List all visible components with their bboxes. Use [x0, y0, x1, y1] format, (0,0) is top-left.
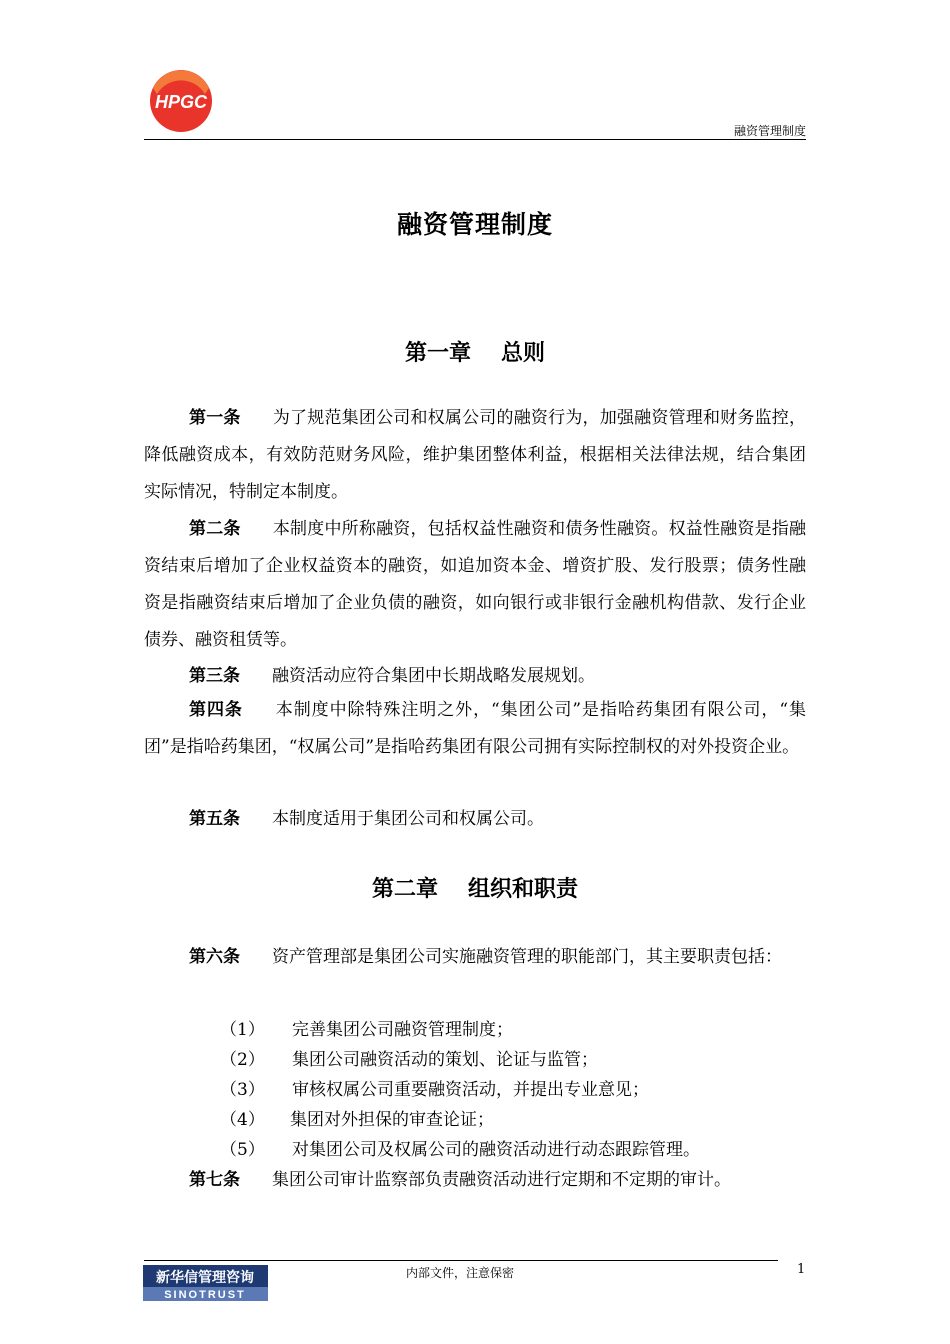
article-label: 第七条 [189, 1170, 240, 1190]
list-text: 对集团公司及权属公司的融资活动进行动态跟踪管理。 [292, 1140, 700, 1160]
article [144, 400, 806, 511]
logo-en-text: SINOTRUST [164, 1289, 246, 1301]
document-title: 融资管理制度 [396, 210, 553, 239]
article-label: 第六条 [189, 947, 240, 967]
list-text: 审核权属公司重要融资活动，并提出专业意见； [292, 1080, 649, 1100]
header-rule [144, 139, 806, 140]
article [144, 801, 806, 838]
list-text: 完善集团公司融资管理制度； [292, 1020, 513, 1040]
article-text: 本制度适用于集团公司和权属公司。 [272, 809, 544, 829]
article-label: 第二条 [189, 519, 241, 539]
article-text: 本制度中所称融资，包括权益性融资和债务性融资。权益性融资是指融资结束后增加了企业权益资本的融资，如追加资本金、增资扩股、发行股票；债务性融资是指融资结束后增加了企业负债的融资，如向银行或非银行金融机构借款、发行企业债券、融资租赁等。 [144, 519, 807, 650]
article-text: 为了规范集团公司和权属公司的融资行为，加强融资管理和财务监控，降低融资成本，有效防范财务风险，维护集团整体利益，根据相关法律法规，结合集团实际情况，特制定本制度。 [144, 408, 807, 502]
article [144, 658, 806, 695]
article [144, 692, 806, 766]
article [144, 511, 806, 659]
chapter-heading [0, 336, 950, 367]
hpgc-logo [145, 70, 217, 132]
logo-text: HPGC [154, 92, 208, 112]
article-label: 第一条 [189, 408, 241, 428]
list-text: 集团公司融资活动的策划、论证与监管； [292, 1050, 598, 1070]
article-text: 融资活动应符合集团中长期战略发展规划。 [272, 666, 595, 686]
list-item [220, 1135, 700, 1165]
list-item [220, 1045, 598, 1075]
list-text: 集团对外担保的审查论证； [290, 1110, 494, 1130]
article-label: 第五条 [189, 809, 240, 829]
chapter-heading [0, 872, 950, 903]
list-number: （2） [220, 1050, 265, 1070]
chapter-name: 总则 [501, 340, 546, 366]
list-number: （3） [220, 1080, 265, 1100]
chapter-number: 第一章 [404, 340, 471, 366]
list-number: （1） [220, 1020, 265, 1040]
article-label: 第四条 [189, 700, 243, 720]
list-item [220, 1105, 494, 1135]
list-item [220, 1015, 513, 1045]
list-item [220, 1075, 649, 1105]
sinotrust-logo [143, 1265, 268, 1301]
list-number: （4） [220, 1110, 265, 1130]
article-text: 资产管理部是集团公司实施融资管理的职能部门，其主要职责包括： [272, 947, 782, 967]
chapter-name: 组织和职责 [468, 876, 579, 902]
article [144, 939, 806, 976]
list-number: （5） [220, 1140, 265, 1160]
page-number: 1 [797, 1262, 806, 1277]
article-text: 本制度中除特殊注明之外，“集团公司”是指哈药集团有限公司，“集团”是指哈药集团，“权属公司”是指哈药集团有限公司拥有实际控制权的对外投资企业。 [144, 700, 807, 757]
chapter-number: 第二章 [371, 876, 438, 902]
logo-cn-text: 新华信管理咨询 [156, 1270, 254, 1286]
article-text: 集团公司审计监察部负责融资活动进行定期和不定期的审计。 [272, 1170, 731, 1190]
footer-notice: 内部文件，注意保密 [405, 1266, 514, 1280]
article-label: 第三条 [189, 666, 240, 686]
footer-rule [144, 1260, 778, 1261]
article [144, 1162, 806, 1199]
header-title: 融资管理制度 [733, 124, 806, 138]
